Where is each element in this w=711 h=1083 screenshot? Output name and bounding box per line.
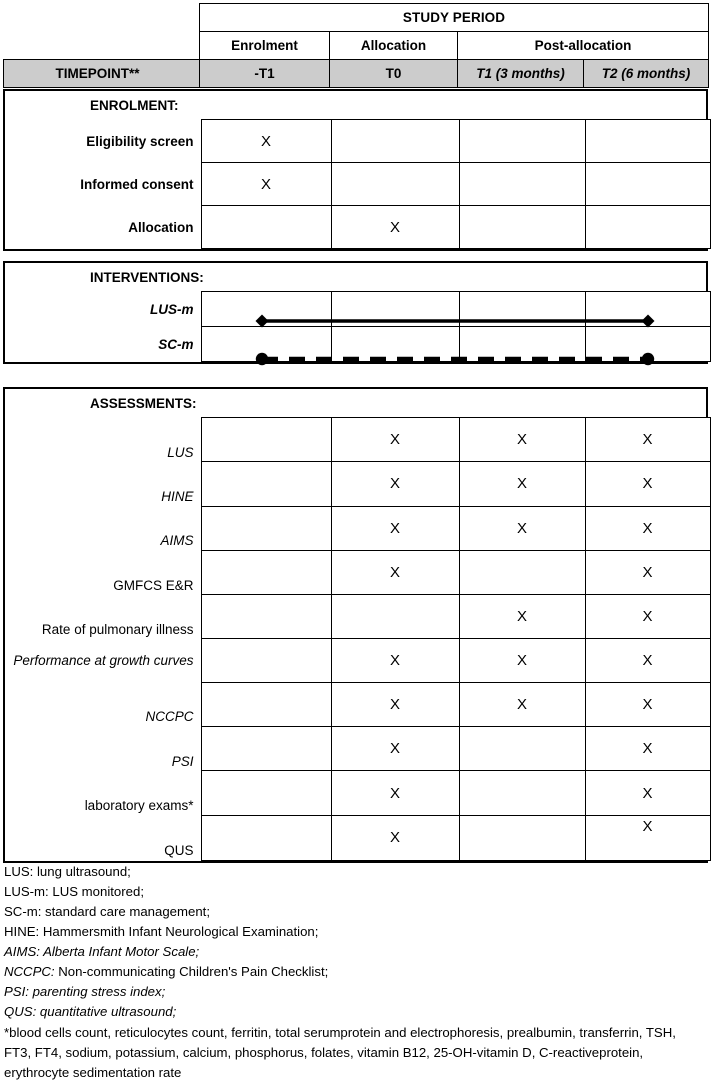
cell-psi-t0: X bbox=[331, 727, 459, 771]
cell-consent-t1: X bbox=[201, 163, 331, 206]
row-label-sc-m: SC-m bbox=[158, 336, 194, 352]
cell-lus-t0: X bbox=[331, 418, 459, 462]
cell-gmfcs-t2m: X bbox=[585, 550, 710, 594]
row-label-qus: QUS bbox=[164, 843, 194, 859]
cell-nccpc-t2m: X bbox=[585, 682, 710, 726]
footnote-text: lung ultrasound; bbox=[33, 864, 131, 879]
table-row bbox=[5, 727, 710, 771]
study-period-header: STUDY PERIOD bbox=[200, 4, 709, 32]
cell-lab-t1 bbox=[201, 771, 331, 815]
footnote-lead: HINE: bbox=[4, 924, 40, 940]
phase-allocation: Allocation bbox=[330, 32, 458, 60]
cell-nccpc-t1 bbox=[201, 682, 331, 726]
section-interventions bbox=[3, 261, 708, 364]
row-label-nccpc: NCCPC bbox=[145, 709, 194, 725]
header-row-timepoint bbox=[4, 60, 709, 88]
cell-eligibility-t0 bbox=[331, 120, 459, 163]
header-table bbox=[3, 3, 709, 88]
cell-growth-t2m: X bbox=[585, 639, 710, 682]
phase-enrolment: Enrolment bbox=[200, 32, 330, 60]
row-label-eligibility-screen: Eligibility screen bbox=[86, 133, 194, 149]
cell-lus-t1m: X bbox=[459, 418, 585, 462]
cell-pulmonary-t2m: X bbox=[585, 595, 710, 639]
footnote-lead: LUS: bbox=[4, 864, 34, 879]
cell-lab-t2m: X bbox=[585, 771, 710, 815]
cell-sc-m-t1 bbox=[201, 327, 331, 362]
timepoint-minus-t1: -T1 bbox=[200, 60, 330, 88]
footnote-text: standard care management; bbox=[41, 904, 210, 920]
section-assessments bbox=[3, 387, 708, 863]
section-enrolment bbox=[3, 89, 708, 251]
cell-qus-t2m: X bbox=[585, 815, 710, 860]
cell-growth-t1m: X bbox=[459, 639, 585, 682]
footnote-lead: LUS-m: bbox=[4, 884, 49, 900]
section-title-interventions: INTERVENTIONS: bbox=[90, 270, 204, 285]
cell-hine-t2m: X bbox=[585, 462, 710, 506]
cell-nccpc-t0: X bbox=[331, 682, 459, 726]
cell-aims-t0: X bbox=[331, 506, 459, 550]
footnote-lead: AIMS: bbox=[4, 944, 40, 960]
cell-growth-t1 bbox=[201, 639, 331, 682]
cell-consent-t0 bbox=[331, 163, 459, 206]
table-row bbox=[5, 462, 710, 506]
cell-qus-t1m bbox=[459, 815, 585, 860]
table-row bbox=[5, 550, 710, 594]
row-label-gmfcs-er: GMFCS E&R bbox=[113, 577, 194, 593]
footnote-lus-m bbox=[4, 882, 704, 902]
cell-lus-t1 bbox=[201, 418, 331, 462]
cell-psi-t1m bbox=[459, 727, 585, 771]
cell-allocation-t1 bbox=[201, 206, 331, 249]
table-row bbox=[5, 418, 710, 462]
cell-pulmonary-t1 bbox=[201, 595, 331, 639]
cell-lus-t2m: X bbox=[585, 418, 710, 462]
cell-gmfcs-t1m bbox=[459, 550, 585, 594]
footnote-psi bbox=[4, 982, 704, 1002]
cell-hine-t1 bbox=[201, 462, 331, 506]
cell-aims-t1m: X bbox=[459, 506, 585, 550]
section-title-assessments: ASSESSMENTS: bbox=[90, 396, 197, 411]
cell-psi-t2m: X bbox=[585, 727, 710, 771]
table-row bbox=[5, 595, 710, 639]
footnote-text: quantitative ultrasound; bbox=[36, 1004, 177, 1020]
cell-lus-m-t2m bbox=[585, 292, 710, 327]
row-label-performance-at-growth-curves: Performance at growth curves bbox=[13, 653, 194, 669]
footnote-text: Alberta Infant Motor Scale; bbox=[39, 944, 200, 960]
table-row bbox=[5, 682, 710, 726]
table-row bbox=[5, 120, 710, 163]
footnote-text: LUS monitored; bbox=[48, 884, 144, 900]
footnote-lead: PSI: bbox=[4, 984, 29, 1000]
table-row bbox=[5, 327, 710, 362]
cell-consent-t1m bbox=[459, 163, 585, 206]
cell-gmfcs-t1 bbox=[201, 550, 331, 594]
cell-eligibility-t1m bbox=[459, 120, 585, 163]
cell-allocation-t2m bbox=[585, 206, 710, 249]
footnote-text: parenting stress index; bbox=[28, 984, 166, 1000]
cell-gmfcs-t0: X bbox=[331, 550, 459, 594]
footnotes bbox=[4, 862, 704, 1083]
cell-sc-m-t2m bbox=[585, 327, 710, 362]
footnote-lus bbox=[4, 862, 704, 882]
cell-eligibility-t2m bbox=[585, 120, 710, 163]
cell-psi-t1 bbox=[201, 727, 331, 771]
cell-aims-t2m: X bbox=[585, 506, 710, 550]
cell-allocation-t0: X bbox=[331, 206, 459, 249]
row-label-allocation: Allocation bbox=[128, 219, 194, 235]
footnote-laboratory-exams bbox=[4, 1023, 704, 1083]
cell-growth-t0: X bbox=[331, 639, 459, 682]
header-row-study-period bbox=[4, 4, 709, 32]
cell-lab-t1m bbox=[459, 771, 585, 815]
row-label-lus: LUS bbox=[167, 444, 194, 460]
footnote-nccpc bbox=[4, 962, 704, 982]
phase-corner-cell bbox=[4, 32, 200, 60]
cell-pulmonary-t1m: X bbox=[459, 595, 585, 639]
table-row bbox=[5, 163, 710, 206]
cell-pulmonary-t0 bbox=[331, 595, 459, 639]
cell-sc-m-t0 bbox=[331, 327, 459, 362]
cell-qus-t1 bbox=[201, 815, 331, 860]
footnote-hine bbox=[4, 922, 704, 942]
cell-allocation-t1m bbox=[459, 206, 585, 249]
timepoint-t0: T0 bbox=[330, 60, 458, 88]
interventions-table bbox=[5, 291, 711, 362]
cell-hine-t0: X bbox=[331, 462, 459, 506]
table-row bbox=[5, 292, 710, 327]
row-label-lus-m: LUS-m bbox=[150, 301, 194, 317]
cell-eligibility-t1: X bbox=[201, 120, 331, 163]
row-label-laboratory-exams: laboratory exams* bbox=[84, 798, 194, 814]
row-label-aims: AIMS bbox=[160, 533, 194, 549]
table-row bbox=[5, 506, 710, 550]
enrolment-table bbox=[5, 119, 711, 249]
footnote-lead: NCCPC: bbox=[4, 964, 55, 980]
table-row bbox=[5, 639, 710, 682]
assessments-table bbox=[5, 417, 711, 861]
footnote-qus bbox=[4, 1002, 704, 1022]
header-corner-cell bbox=[4, 4, 200, 32]
timepoint-t2-6-months: T2 (6 months) bbox=[584, 60, 709, 88]
schedule-header bbox=[3, 3, 708, 88]
cell-aims-t1 bbox=[201, 506, 331, 550]
table-row bbox=[5, 206, 710, 249]
row-label-informed-consent: Informed consent bbox=[80, 176, 194, 192]
cell-lus-m-t0 bbox=[331, 292, 459, 327]
row-label-rate-of-pulmonary-illness: Rate of pulmonary illness bbox=[41, 621, 194, 637]
row-label-hine: HINE bbox=[161, 488, 194, 504]
footnote-text: Hammersmith Infant Neurological Examination; bbox=[39, 924, 319, 940]
cell-nccpc-t1m: X bbox=[459, 682, 585, 726]
section-title-enrolment: ENROLMENT: bbox=[90, 98, 179, 113]
cell-lus-m-t1 bbox=[201, 292, 331, 327]
phase-post-allocation: Post-allocation bbox=[458, 32, 709, 60]
header-row-phases bbox=[4, 32, 709, 60]
cell-sc-m-t1m bbox=[459, 327, 585, 362]
cell-lab-t0: X bbox=[331, 771, 459, 815]
table-row bbox=[5, 815, 710, 860]
footnote-lead: QUS: bbox=[4, 1004, 37, 1020]
footnote-text: *blood cells count, reticulocytes count, ferritin, total serumprotein and electrophoresis, prealbumin, transferrin, TSH, FT3, FT4, sodium, potassium, calcium, phosphorus, folates, vitamin B12, 25-OH-vitamin D, C-reactiveprotein, erythrocyte sedimentation rate bbox=[4, 1024, 676, 1080]
cell-consent-t2m bbox=[585, 163, 710, 206]
row-label-psi: PSI bbox=[171, 753, 194, 769]
cell-qus-t0: X bbox=[331, 815, 459, 860]
timepoint-row-label: TIMEPOINT** bbox=[4, 60, 200, 88]
cell-lus-m-t1m bbox=[459, 292, 585, 327]
footnote-text: Non-communicating Children's Pain Checklist; bbox=[54, 964, 329, 980]
footnote-sc-m bbox=[4, 902, 704, 922]
cell-hine-t1m: X bbox=[459, 462, 585, 506]
footnote-lead: SC-m: bbox=[4, 904, 42, 920]
timepoint-t1-3-months: T1 (3 months) bbox=[458, 60, 584, 88]
footnote-aims bbox=[4, 942, 704, 962]
table-row bbox=[5, 771, 710, 815]
